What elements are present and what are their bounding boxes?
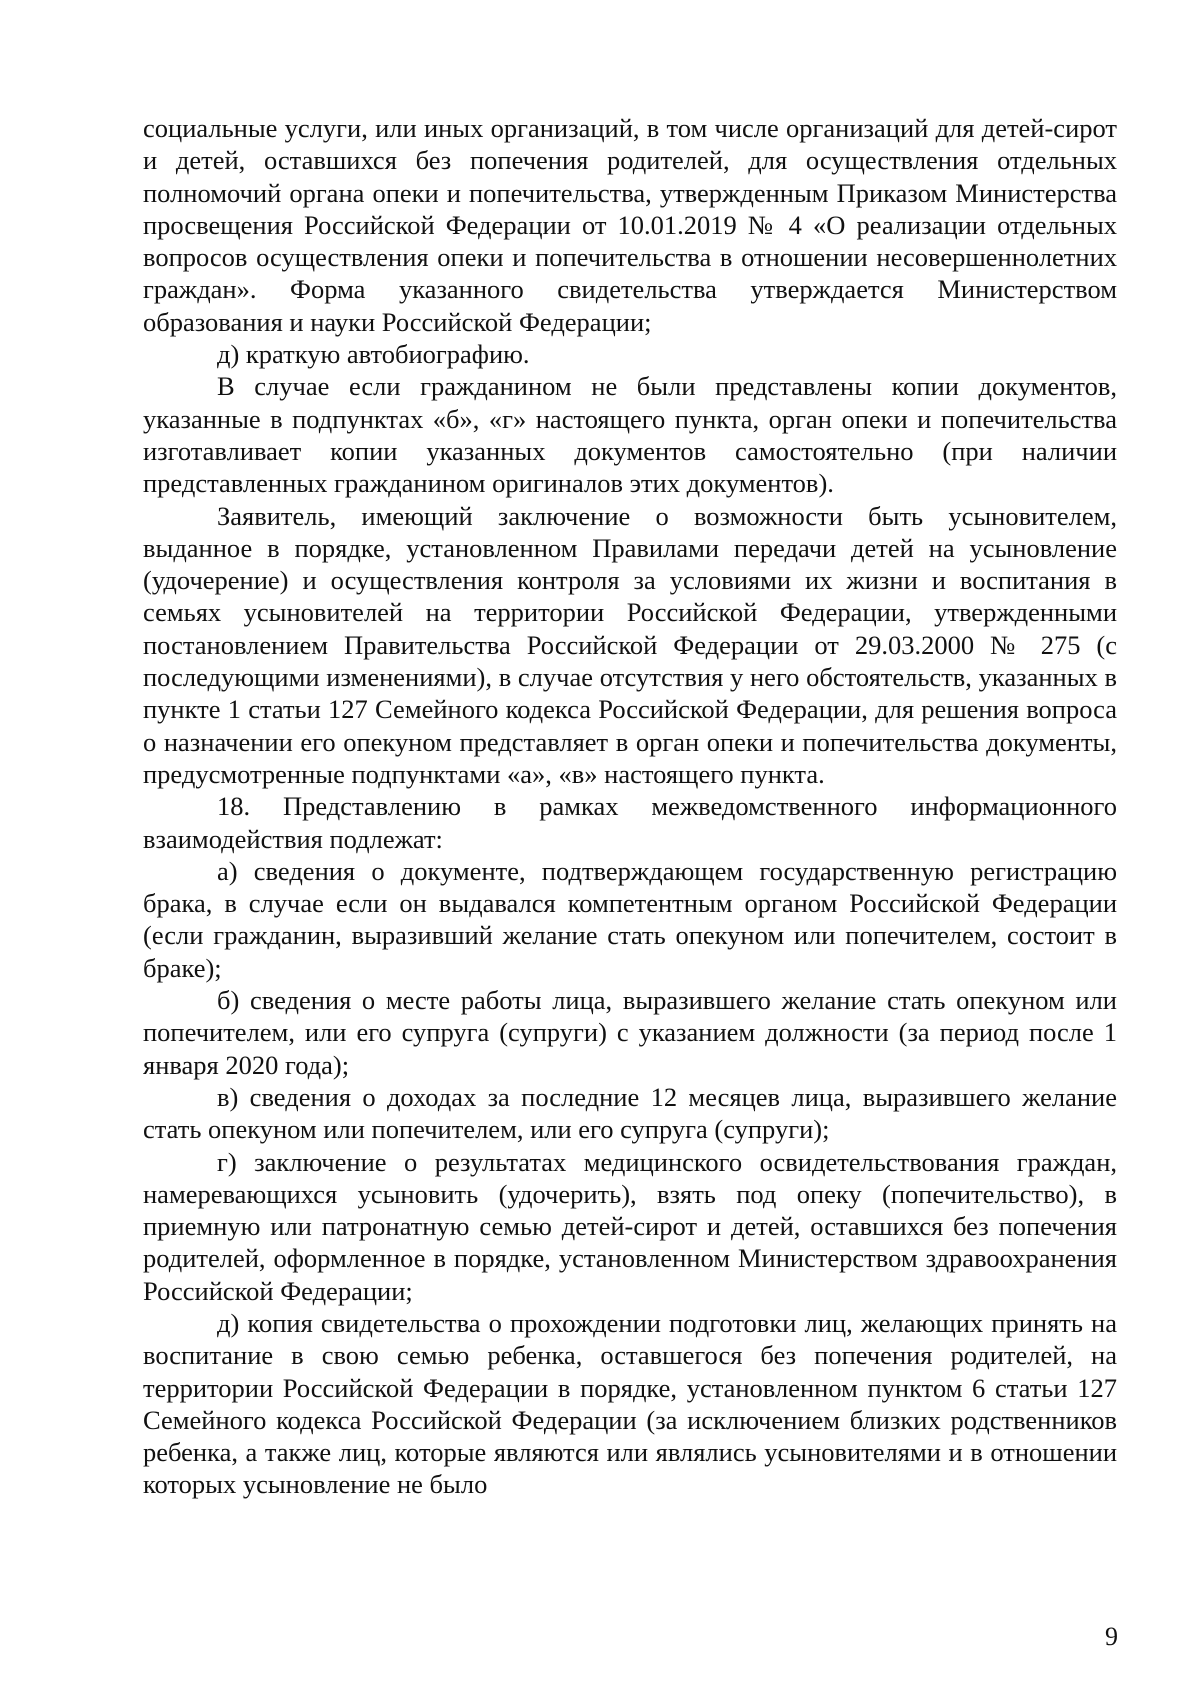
paragraph-item-g: г) заключение о результатах медицинского освидетельствования граждан, намеревающихся усыновить (удочерить), взять под опеку (попечительство), в приемную или патронатную семью детей-сирот и детей, оставшихся без попечения родителей, оформленное в порядке, установленном Министерством здравоохранения Российской Федерации; [143,1146,1117,1306]
paragraph-clause-18: 18. Представлению в рамках межведомственного информационного взаимодействия подлежат: [143,791,1117,854]
paragraph-item-v: в) сведения о доходах за последние 12 месяцев лица, выразившего желание стать опекуном или попечителем, или его супруга (супруги); [143,1081,1117,1145]
document-body [143,112,1117,1501]
paragraph-document-copies: В случае если гражданином не были представлены копии документов, указанные в подпунктах «б», «г» настоящего пункта, орган опеки и попечительства изготавливает копии указанных документов самостоятельно (при наличии представленных гражданином оригиналов этих документов). [143,371,1117,499]
paragraph-item-b: б) сведения о месте работы лица, выразившего желание стать опекуном или попечителем, или его супруга (супруги) с указанием должности (за период после 1 января 2020 года); [143,985,1117,1080]
paragraph-item-d-autobiography: д) краткую автобиографию. [217,339,530,370]
paragraph-continued: социальные услуги, или иных организаций, в том числе организаций для детей-сирот и детей, оставшихся без попечения родителей, для осуществления отдельных полномочий органа опеки и попечительства, утвержденным Приказом Министерства просвещения Российской Федерации от 10.01.2019 № 4 «О реализации отдельных вопросов осуществления опеки и попечительства в отношении несовершеннолетних граждан». Форма указанного свидетельства утверждается Министерством образования и науки Российской Федерации; [143,113,1117,337]
paragraph-applicant-conclusion: Заявитель, имеющий заключение о возможности быть усыновителем, выданное в порядке, установленном Правилами передачи детей на усыновление (удочерение) и осуществления контроля за условиями их жизни и воспитания в семьях усыновителей на территории Российской Федерации, утвержденными постановлением Правительства Российской Федерации от 29.03.2000 № 275 (с последующими изменениями), в случае отсутствия у него обстоятельств, указанных в пункте 1 статьи 127 Семейного кодекса Российской Федерации, для решения вопроса о назначении его опекуном представляет в орган опеки и попечительства документы, предусмотренные подпунктами «а», «в» настоящего пункта. [143,500,1117,789]
paragraph-item-d: д) копия свидетельства о прохождении подготовки лиц, желающих принять на воспитание в свою семью ребенка, оставшегося без попечения родителей, на территории Российской Федерации в порядке, установленном пунктом 6 статьи 127 Семейного кодекса Российской Федерации (за исключением близких родственников ребенка, а также лиц, которые являются или являлись усыновителями и в отношении которых усыновление не было [143,1307,1117,1500]
page-number: 9 [1105,1622,1118,1651]
paragraph-item-a: а) сведения о документе, подтверждающем государственную регистрацию брака, в случае если он выдавался компетентным органом Российской Федерации (если гражданин, выразивший желание стать опекуном или попечителем, состоит в браке); [143,855,1117,983]
